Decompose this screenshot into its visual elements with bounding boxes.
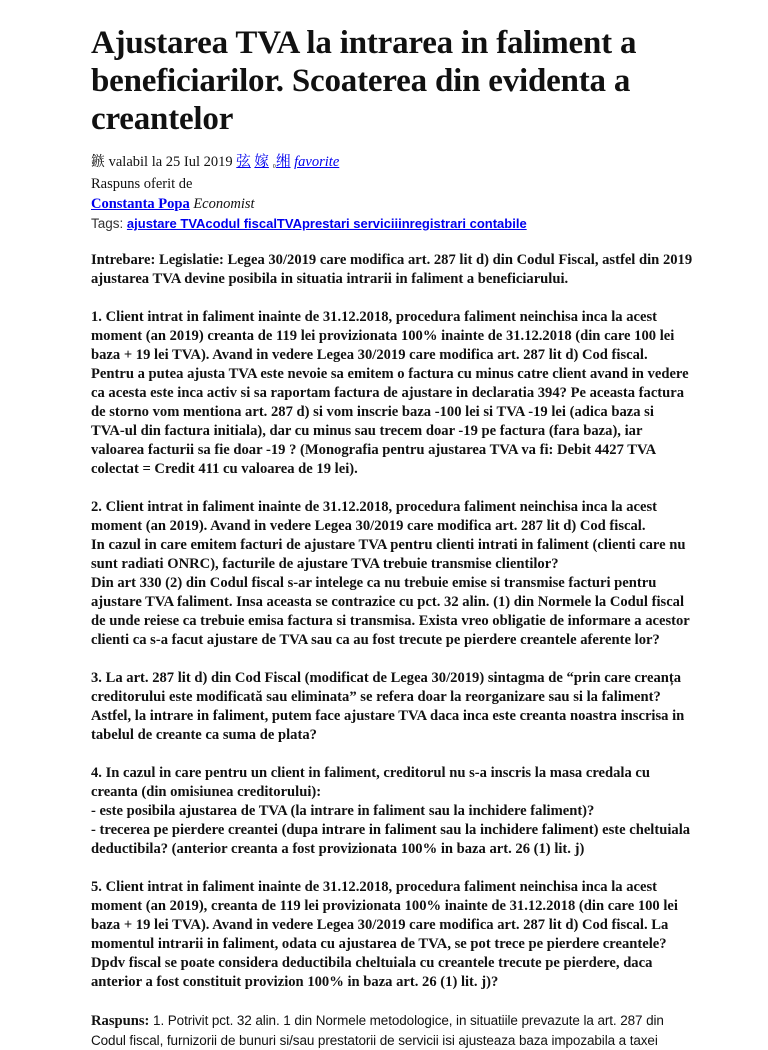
tags-links[interactable]: ajustare TVAcodul fiscalTVAprestari serviciiinregistrari contabile — [126, 216, 527, 231]
article-meta — [91, 152, 698, 234]
author-name-link[interactable]: Constanta Popa — [91, 196, 190, 212]
answer-text-2: Codul fiscal, furnizorii de bunuri si/sau prestatorii de servicii isi ajusteaza baza impozabila a taxei — [91, 1033, 658, 1048]
calendar-icon: 鏃 — [91, 155, 105, 170]
page-title: Ajustarea TVA la intrarea in faliment a beneficiarilor. Scoaterea din evidenta a creantelor — [91, 25, 637, 137]
share-link-2[interactable]: 嫁 — [254, 154, 269, 170]
answer-label: Raspuns: — [91, 1013, 150, 1029]
favorite-link[interactable]: favorite — [294, 154, 340, 170]
validity-line — [91, 152, 698, 174]
question-item-2: 2. Client intrat in faliment inainte de 31.12.2018, procedura faliment neinchisa inca la acest moment (an 2019). Avand in vedere Legea 30/2019 care modifica art. 287 lit d) Cod fiscal. In cazul in care emitem facturi de ajustare TVA pentru clienti intrati in faliment (clienti care nu sunt radiati ONRC), facturile de ajustare TVA trebuie transmise clientilor? Din art 330 (2) din Codul fiscal s-ar intelege ca nu trebuie emise si transmise facturi pentru ajustare TVA faliment. Insa aceasta se contrazice cu pct. 32 alin. (1) din Normele la Codul fiscal de unde reiese ca trebuie emisa factura si transmisa. Exista vreo obligatie de informare a acestor clienti ca s-a facut ajustare de TVA sau ca au fost trecute pe pierdere creantele aferente lor? — [91, 499, 690, 648]
small-glyph: ₀ — [272, 158, 277, 169]
share-link-3[interactable]: 缃 — [276, 154, 291, 170]
question-item-4: 4. In cazul in care pentru un client in faliment, creditorul nu s-a inscris la masa credala cu creanta (din omisiunea creditorului): - este posibila ajustarea de TVA (la intrare in faliment sau la inchidere faliment)? - trecerea pe pierdere creantei (dupa intrare in faliment sau la inchidere faliment) este cheltuiala deductibila? (anterior creanta a fost provizionata 100% in baza art. 26 (1) lit. j) — [91, 765, 691, 857]
author-line — [91, 194, 698, 214]
author-role: Economist — [193, 196, 255, 212]
question-item-5: 5. Client intrat in faliment inainte de 31.12.2018, procedura faliment neinchisa inca la acest moment (an 2019), creanta de 119 lei provizionata 100% inainte de 31.12.2018 (din care 100 lei baza + 19 lei TVA). Avand in vedere Legea 30/2019 care modifica art. 287 lit d) Cod fiscal. La momentul intrarii in faliment, odata cu ajustarea de TVA, se pot trece pe pierdere creantele? Dpdv fiscal se poate considera deductibila cheltuiala cu creantele trecute pe pierdere, daca anterior a fost constituit provizion 100% in baza art. 26 (1) lit. j)? — [91, 879, 678, 990]
valid-date-text: valabil la 25 Iul 2019 — [105, 154, 237, 170]
question-item-1: 1. Client intrat in faliment inainte de 31.12.2018, procedura faliment neinchisa inca la acest moment (an 2019) creanta de 119 lei provizionata 100% inainte de 31.12.2018 (din care 100 lei baza + 19 lei TVA). Avand in vedere Legea 30/2019 care modifica art. 287 lit d) Cod fiscal. Pentru a putea ajusta TVA este nevoie sa emitem o factura cu minus catre client avand in vedere ca acesta este inca activ si sa raportam factura de ajustare in declaratia 394? Pe aceasta factura de storno vom mentiona art. 287 d) si vom inscrie baza -100 lei si TVA -19 lei (adica baza si TVA-ul din factura initiala), dar cu minus sau trecem doar -19 pe factura (fara baza), iar valoarea facturii sa fie doar -19 ? (Monografia pentru ajustarea TVA va fi: Debit 4427 TVA colectat = Credit 411 cu valoarea de 19 lei). — [91, 309, 689, 477]
answer-text-1: 1. Potrivit pct. 32 alin. 1 din Normele metodologice, in situatiile prevazute la art. 287 din — [149, 1013, 664, 1028]
tags-line — [91, 214, 698, 234]
question-block — [91, 251, 698, 992]
answer-block — [91, 1011, 698, 1050]
answered-by-label: Raspuns oferit de — [91, 176, 193, 192]
answer-line-1 — [91, 1011, 698, 1031]
share-link-1[interactable]: 弦 — [236, 154, 251, 170]
question-item-3: 3. La art. 287 lit d) din Cod Fiscal (modificat de Legea 30/2019) sintagma de “prin care creanța creditorului este modificată sau eliminata” se refera doar la reorganizare sau si la faliment? Astfel, la intrare in faliment, putem face ajustare TVA daca inca este creanta noastra inscrisa in tabelul de creante ca suma de plata? — [91, 670, 685, 743]
tags-label: Tags: — [91, 216, 124, 231]
question-intro: Intrebare: Legislatie: Legea 30/2019 care modifica art. 287 lit d) din Codul Fiscal, astfel din 2019 ajustarea TVA devine posibila in situatia intrarii in faliment a beneficiarului. — [91, 252, 693, 287]
